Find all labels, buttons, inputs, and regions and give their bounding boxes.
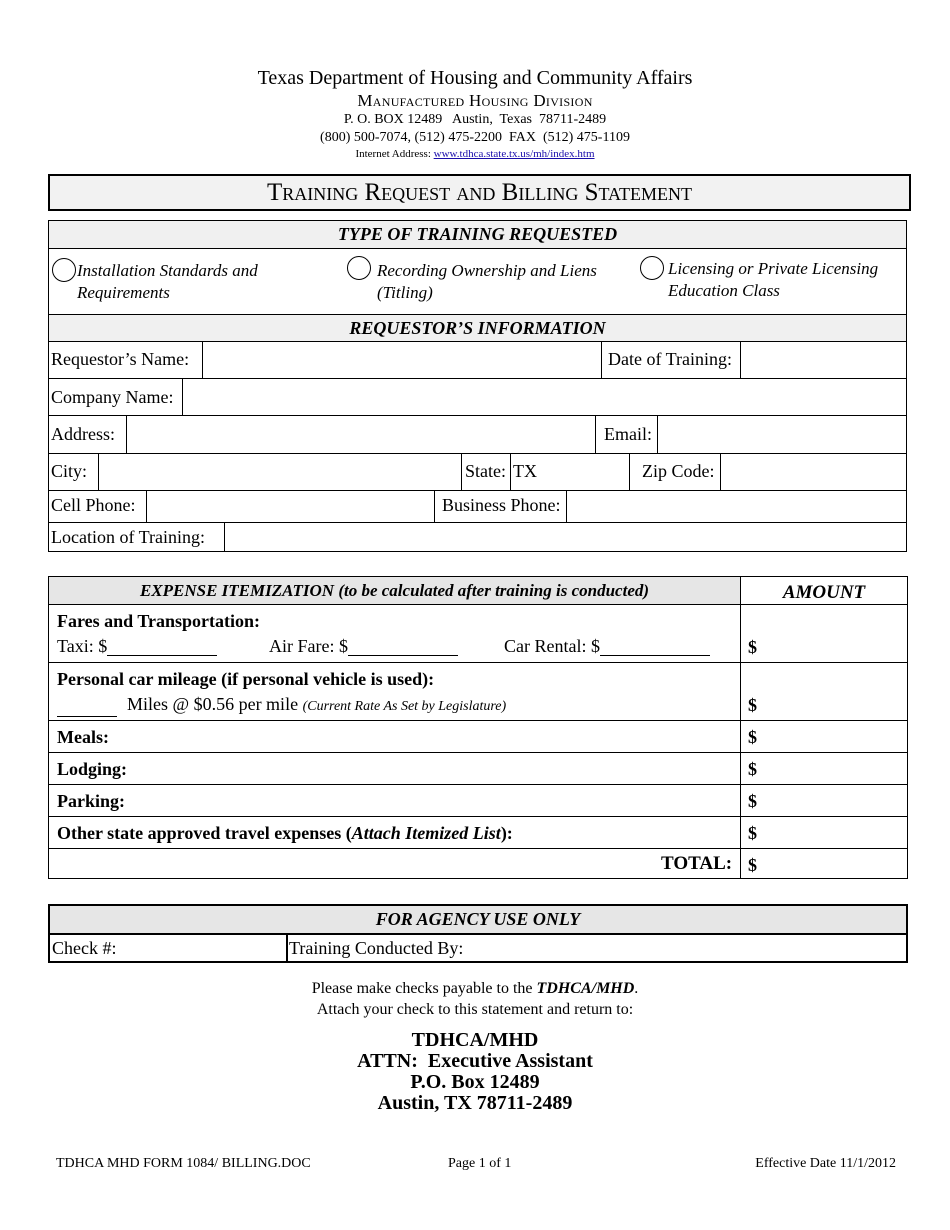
- option-titling: Recording Ownership and Liens (Titling): [377, 261, 597, 302]
- internet-label: Internet Address:: [355, 148, 431, 160]
- cell-phone-field[interactable]: [148, 491, 433, 521]
- lodging-label: Lodging:: [57, 759, 128, 779]
- form-id: TDHCA MHD FORM 1084/ BILLING.DOC: [56, 1156, 311, 1171]
- company-name-label: Company Name:: [51, 387, 174, 407]
- zip-code-label: Zip Code:: [642, 461, 715, 481]
- page-number: Page 1 of 1: [448, 1156, 512, 1171]
- radio-titling[interactable]: [347, 256, 371, 280]
- address-line-4: Austin, TX 78711-2489: [377, 1092, 573, 1114]
- miles-field[interactable]: [57, 700, 117, 717]
- website-link[interactable]: www.tdhca.state.tx.us/mh/index.htm: [433, 148, 595, 160]
- date-label: Date of Training:: [608, 349, 732, 369]
- effective-date: Effective Date 11/1/2012: [755, 1156, 896, 1171]
- address-line-3: P.O. Box 12489: [410, 1071, 540, 1093]
- fares-title: Fares and Transportation:: [57, 611, 261, 631]
- training-conducted-by-label: Training Conducted By:: [289, 938, 464, 958]
- total-amount[interactable]: $: [748, 855, 757, 875]
- internet-line: [0, 147, 950, 161]
- requestor-section: [48, 220, 907, 552]
- address-line-2: ATTN: Executive Assistant: [357, 1050, 593, 1072]
- option-licensing: Licensing or Private Licensing Education Class: [668, 259, 879, 300]
- meals-label: Meals:: [57, 727, 109, 747]
- mileage-title: Personal car mileage (if personal vehicle is used):: [57, 669, 435, 689]
- other-amount[interactable]: $: [748, 823, 757, 843]
- mileage-line: Miles @ $0.56 per mile (Current Rate As Set by Legislature): [57, 694, 506, 717]
- po-box-line: P. O. BOX 12489 Austin, Texas 78711-2489: [343, 112, 607, 127]
- attach-line: Attach your check to this statement and return to:: [316, 1001, 634, 1018]
- payment-instructions: [0, 978, 950, 1020]
- parking-amount[interactable]: $: [748, 791, 757, 811]
- location-field[interactable]: [226, 523, 904, 551]
- requestor-name-field[interactable]: [204, 342, 599, 377]
- expense-heading: EXPENSE ITEMIZATION (to be calculated after training is conducted): [49, 577, 740, 605]
- address-field[interactable]: [128, 416, 593, 452]
- cell-phone-label: Cell Phone:: [51, 495, 136, 515]
- expense-table: [48, 576, 908, 879]
- payable-line: Please make checks payable to the TDHCA/MHD.: [311, 980, 639, 997]
- agency-use-section: [48, 904, 908, 963]
- location-label: Location of Training:: [51, 527, 205, 547]
- business-phone-field[interactable]: [568, 491, 904, 521]
- total-label: TOTAL:: [661, 853, 733, 874]
- return-address: [0, 1030, 950, 1114]
- option-installation: Installation Standards and Requirements: [77, 261, 258, 302]
- company-name-field[interactable]: [184, 379, 904, 414]
- airfare-label: Air Fare: $: [269, 636, 458, 656]
- amount-heading: AMOUNT: [741, 577, 907, 605]
- check-number-label: Check #:: [52, 938, 117, 958]
- address-label: Address:: [51, 424, 115, 444]
- requestor-heading: REQUESTOR’S INFORMATION: [49, 314, 906, 342]
- division-name: Manufactured Housing Division: [357, 91, 593, 110]
- date-field[interactable]: [742, 342, 904, 377]
- address-line-1: TDHCA/MHD: [411, 1029, 539, 1051]
- city-field[interactable]: [100, 454, 460, 489]
- parking-label: Parking:: [57, 791, 126, 811]
- radio-installation[interactable]: [52, 258, 76, 282]
- airfare-field[interactable]: [348, 639, 458, 656]
- car-rental-label: Car Rental: $: [504, 636, 710, 656]
- phone-line: (800) 500-7074, (512) 475-2200 FAX (512) 475-1109: [320, 130, 630, 145]
- taxi-field[interactable]: [107, 639, 217, 656]
- state-label: State:: [465, 461, 506, 481]
- business-phone-label: Business Phone:: [442, 495, 561, 515]
- state-field[interactable]: TX: [513, 461, 537, 481]
- radio-licensing[interactable]: [640, 256, 664, 280]
- mileage-amount[interactable]: $: [748, 695, 757, 715]
- city-label: City:: [51, 461, 88, 481]
- zip-code-field[interactable]: [722, 454, 904, 489]
- fares-amount[interactable]: $: [748, 637, 757, 657]
- taxi-label: Taxi: $: [57, 636, 217, 656]
- email-field[interactable]: [659, 416, 904, 452]
- meals-amount[interactable]: $: [748, 727, 757, 747]
- lodging-amount[interactable]: $: [748, 759, 757, 779]
- letterhead: [0, 66, 950, 161]
- training-type-heading: TYPE OF TRAINING REQUESTED: [49, 221, 906, 249]
- email-label: Email:: [604, 424, 652, 444]
- requestor-name-label: Requestor’s Name:: [51, 349, 190, 369]
- org-name: Texas Department of Housing and Community Affairs: [257, 67, 693, 89]
- form-title: Training Request and Billing Statement: [48, 174, 911, 211]
- car-rental-field[interactable]: [600, 639, 710, 656]
- other-expenses-label: Other state approved travel expenses (Attach Itemized List):: [57, 823, 513, 843]
- agency-heading: FOR AGENCY USE ONLY: [50, 906, 906, 935]
